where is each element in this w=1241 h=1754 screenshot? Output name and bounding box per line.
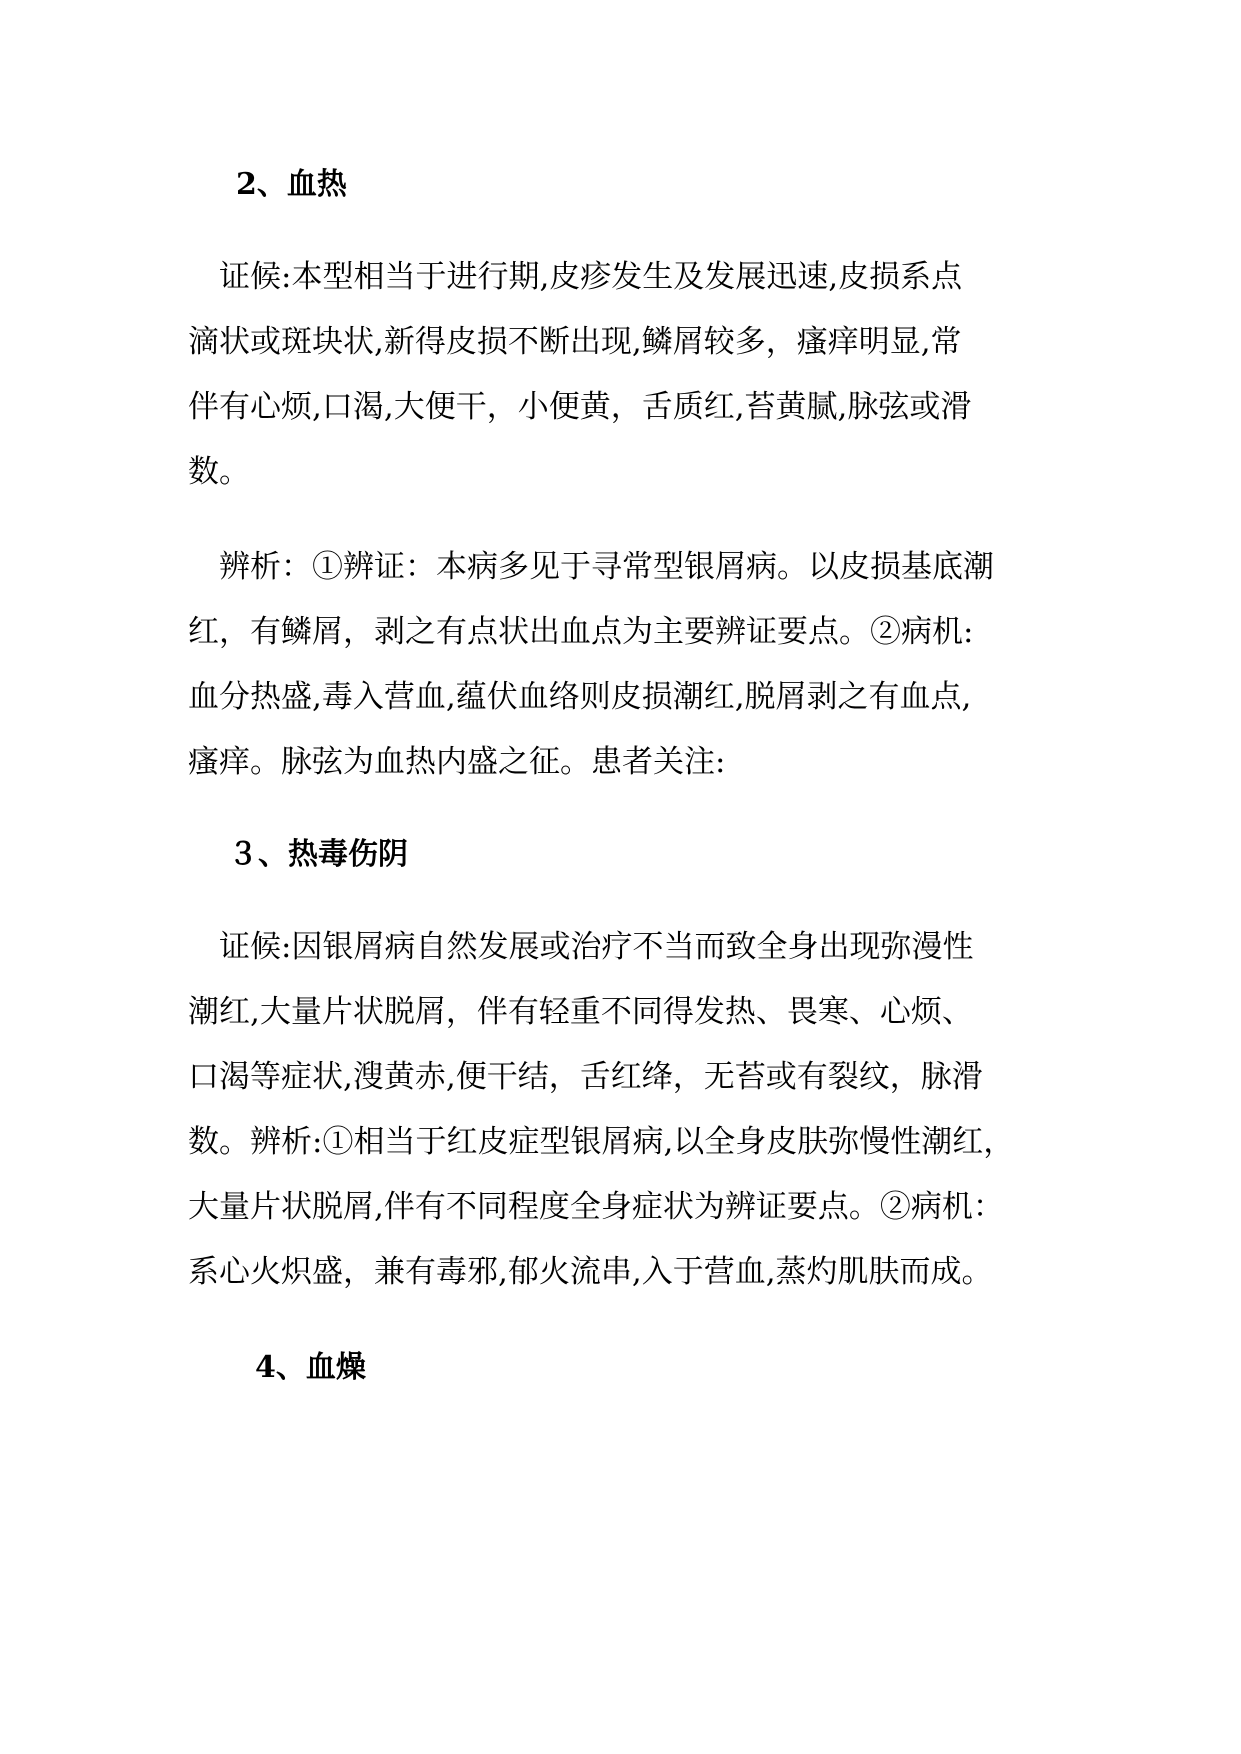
text-line: 数。辨析:①相当于红皮症型银屑病,以全身皮肤弥慢性潮红， [188, 1124, 1015, 1160]
text-line: 瘙痒。脉弦为血热内盛之征。患者关注: [188, 744, 726, 780]
text-line: 口渴等症状,溲黄赤,便干结，舌红绛，无苔或有裂纹，脉滑 [188, 1059, 983, 1095]
text-line: 数。 [188, 454, 250, 490]
paragraph-symptoms-heat-toxin [188, 915, 1058, 1305]
text-line: 伴有心烦,口渴,大便干，小便黄，舌质红,苔黄腻,脉弦或滑 [188, 389, 972, 425]
paragraph-analysis-blood-heat [188, 535, 1058, 795]
section-heading-blood-dryness: 4、血燥 [255, 1350, 366, 1385]
text-line: 辨析：①辨证：本病多见于寻常型银屑病。以皮损基底潮 [188, 549, 994, 585]
section-heading-blood-heat: 2、血热 [236, 167, 347, 202]
text-line: 证候:因银屑病自然发展或治疗不当而致全身出现弥漫性 [188, 929, 974, 965]
text-line: 红，有鳞屑，剥之有点状出血点为主要辨证要点。②病机: [188, 614, 974, 650]
text-line: 潮红,大量片状脱屑，伴有轻重不同得发热、畏寒、心烦、 [188, 994, 973, 1030]
text-line: 滴状或斑块状,新得皮损不断出现,鳞屑较多，瘙痒明显,常 [188, 324, 962, 360]
paragraph-symptoms-blood-heat [188, 245, 1058, 505]
text-line: 血分热盛,毒入营血,蕴伏血络则皮损潮红,脱屑剥之有血点, [188, 679, 972, 715]
text-line: 证候:本型相当于进行期,皮疹发生及发展迅速,皮损系点 [188, 259, 963, 295]
text-line: 系心火炽盛，兼有毒邪,郁火流串,入于营血,蒸灼肌肤而成。 [188, 1254, 993, 1290]
text-line: 大量片状脱屑,伴有不同程度全身症状为辨证要点。②病机： [188, 1189, 1004, 1225]
section-heading-heat-toxin: ３、热毒伤阴 [228, 837, 408, 872]
